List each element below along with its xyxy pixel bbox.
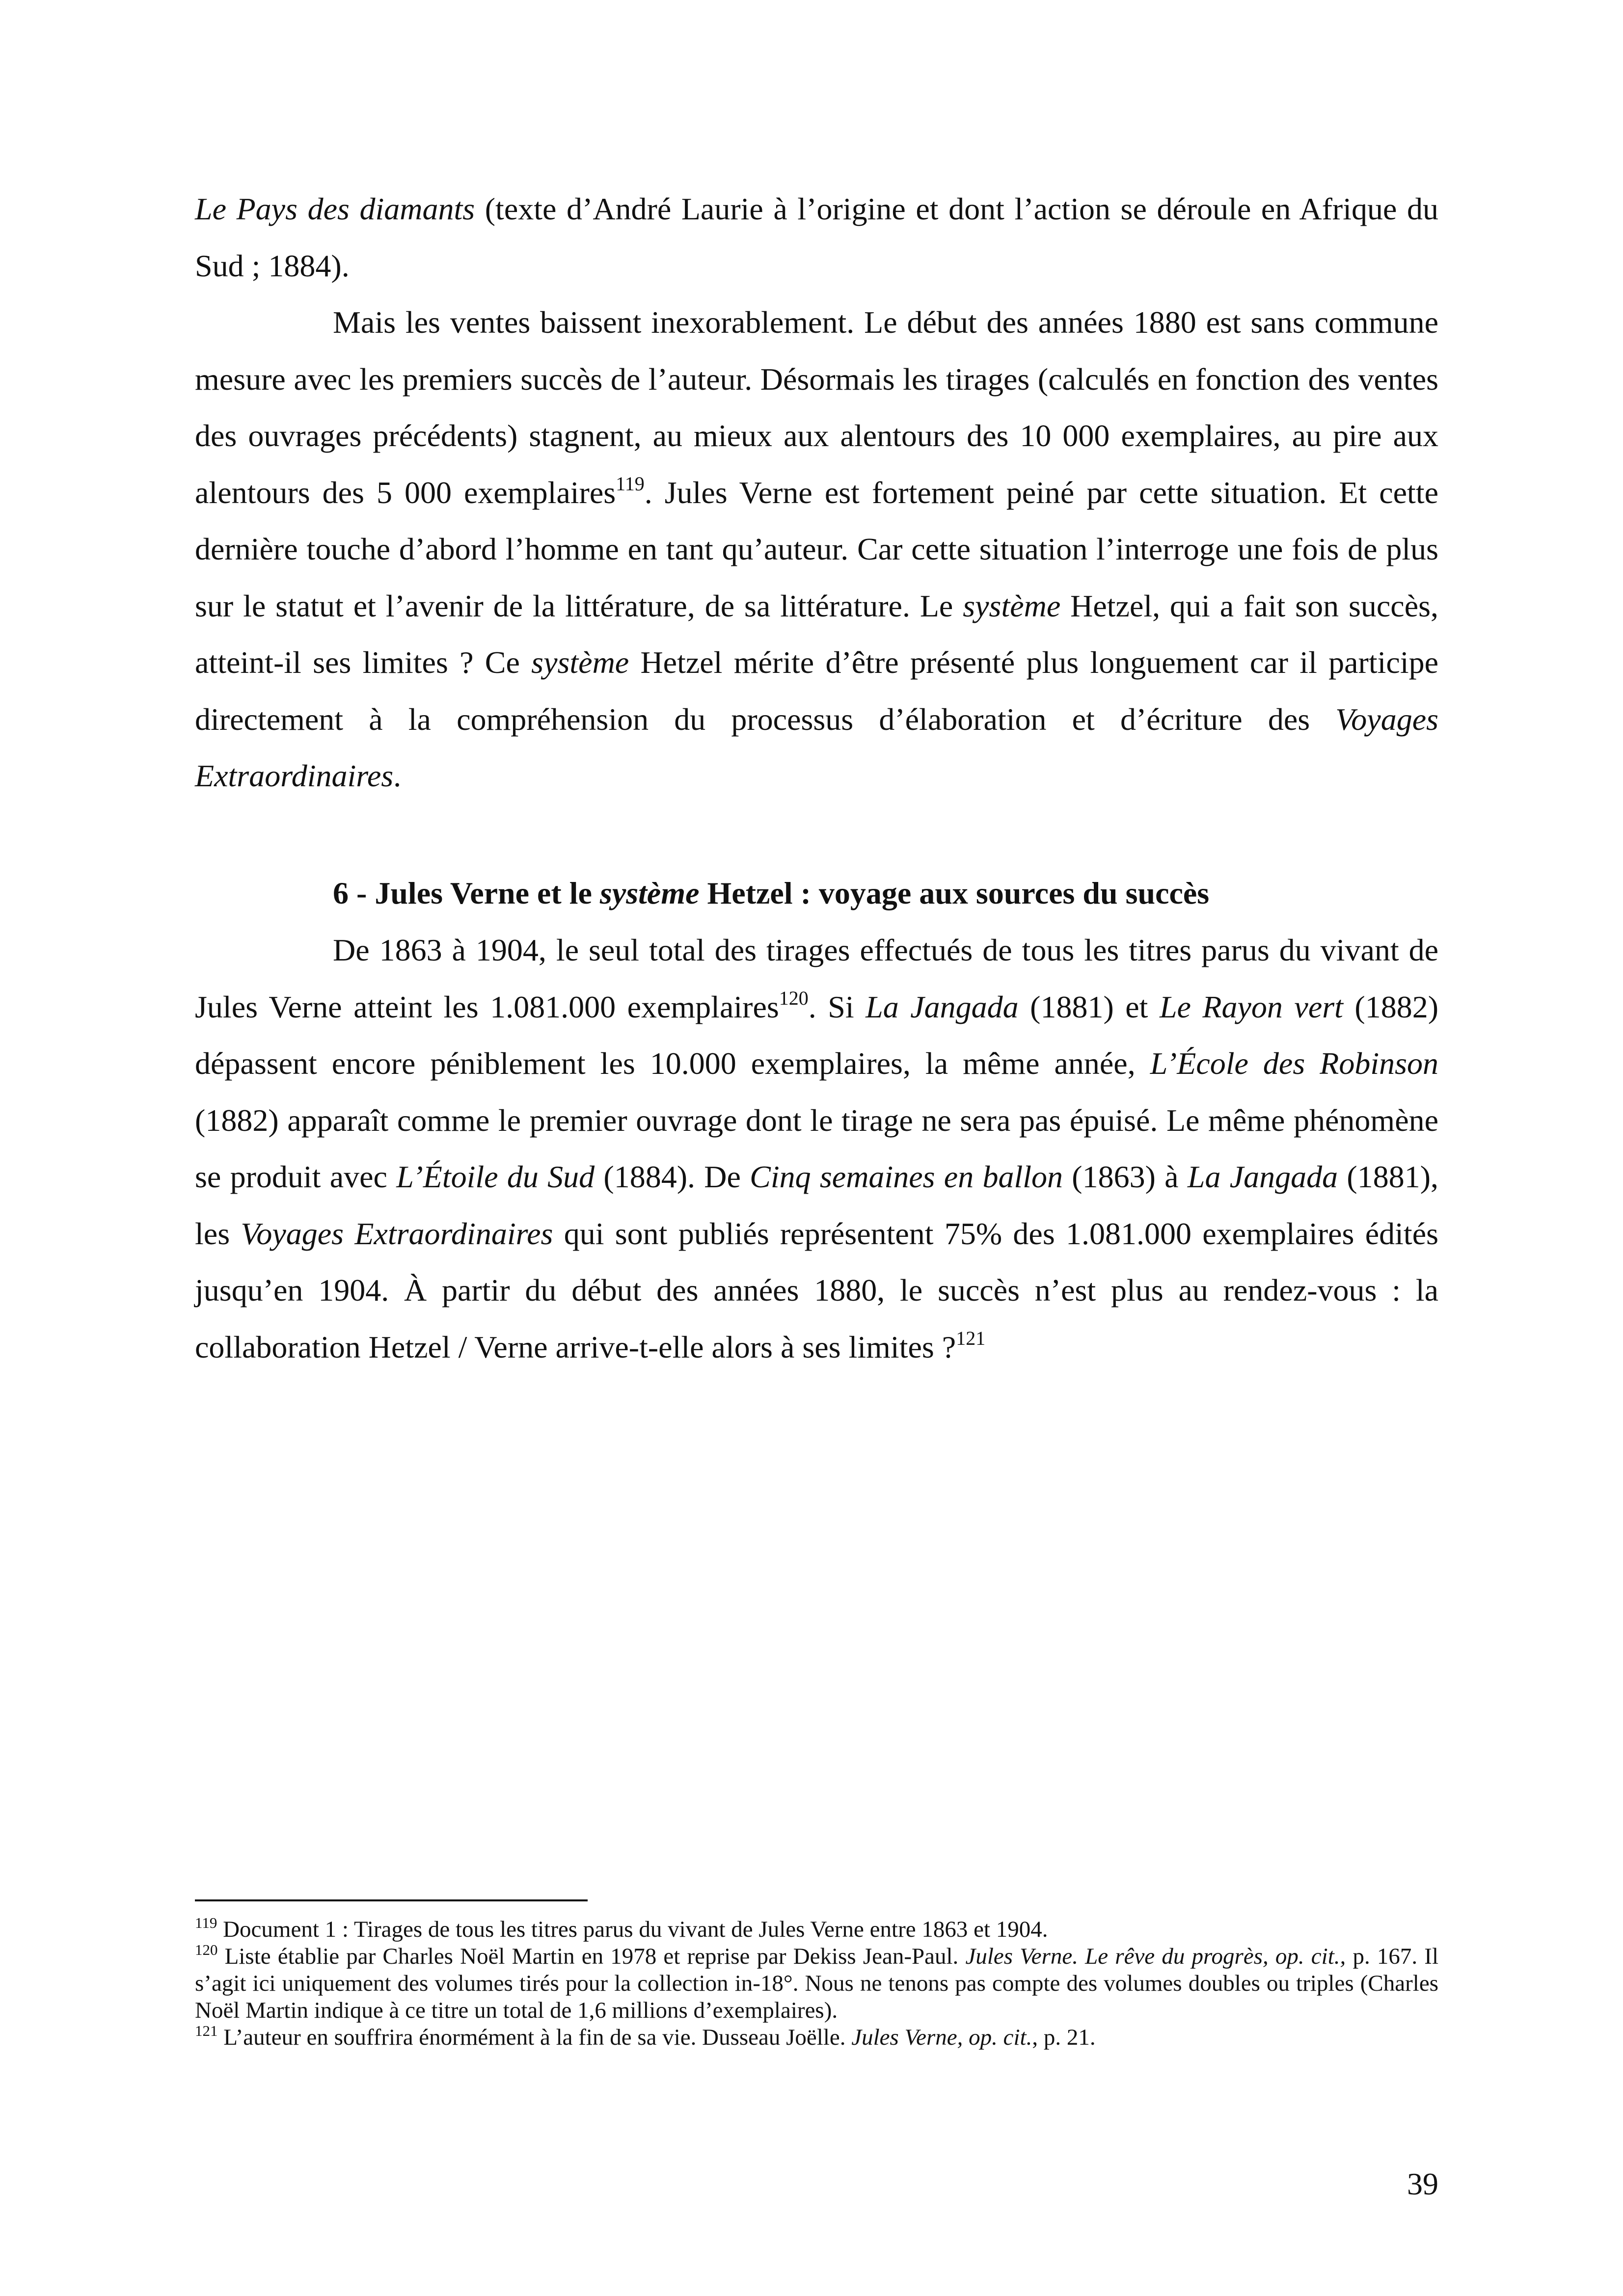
paragraph-text: (1863) à (1063, 1159, 1188, 1194)
footnote-120 (195, 1943, 1438, 2024)
paragraph-text: . (393, 758, 402, 793)
heading-text: Hetzel : voyage aux sources du succès (699, 876, 1210, 910)
footnote-text: Document 1 : Tirages de tous les titres parus du vivant de Jules Verne entre 1863 et 1904. (217, 1917, 1048, 1942)
book-title: L’Étoile du Sud (396, 1159, 595, 1194)
page-number: 39 (1407, 2166, 1438, 2201)
footnote-number: 119 (195, 1914, 217, 1931)
footnote-number: 120 (195, 1941, 218, 1958)
paragraph-text: Hetzel, qui a fait son succès, atteint-il ses limites ? Ce (195, 588, 1439, 680)
footnote-text: , p. 21. (1032, 2025, 1096, 2050)
paragraph-text: (1882) apparaît comme le premier ouvrage dont le tirage ne sera pas épuisé. Le même phénomène se produit avec (195, 1102, 1438, 1194)
book-title: Voyages Extraordinaires (241, 1216, 553, 1251)
book-title: La Jangada (1187, 1159, 1338, 1194)
paragraph-text: De 1863 à 1904, le seul total des tirages effectués de tous les titres parus du vivant de Jules Verne atteint les 1.081.000 exemplaires (195, 933, 1438, 1024)
citation-title: Jules Verne, op. cit. (851, 2025, 1032, 2050)
paragraph-1 (195, 181, 1438, 294)
footnote-text: L’auteur en souffrira énormément à la fin de sa vie. Dusseau Joëlle. (217, 2025, 852, 2050)
paragraph-text: (1881) et (1018, 989, 1160, 1024)
emphasis: système (963, 588, 1061, 623)
paragraph-text: qui sont publiés représentent 75% des 1.081.000 exemplaires édités jusqu’en 1904. À partir du début des années 1880, le succès n’est plus au rendez-vous : la collaboration Hetzel / Verne arrive-t-elle alors à ses limites ? (195, 1216, 1439, 1364)
paragraph-block-2 (195, 294, 1438, 804)
footnote-number: 121 (195, 2022, 218, 2039)
footnote-121 (195, 2024, 1438, 2051)
footnotes (195, 1916, 1438, 2051)
book-title: Le Pays des diamants (195, 191, 475, 226)
paragraph-text: (1882) dépassent encore péniblement les 10.000 exemplaires, la même année, (195, 989, 1439, 1081)
paragraph-2 (195, 294, 1438, 804)
book-title: Cinq semaines en ballon (750, 1159, 1063, 1194)
book-title: Le Rayon vert (1159, 989, 1343, 1024)
paragraph-text: (texte d’André Laurie à l’origine et dont l’action se déroule en Afrique du Sud ; 1884). (195, 191, 1439, 283)
footnote-ref-120[interactable]: 120 (779, 987, 809, 1009)
book-title: Voyages Extraordinaires (195, 701, 1438, 793)
footnote-ref-119[interactable]: 119 (616, 472, 645, 495)
book-title: L’École des Robinson (1150, 1046, 1439, 1081)
footnote-ref-121[interactable]: 121 (956, 1327, 986, 1349)
footnote-text: p. 167. Il s’agit ici uniquement des volumes tirés pour la collection in-18°. Nous ne tenons pas compte des volumes doubles ou triples (Charles Noël Martin indique à ce titre un total de 1,6 millions d’exemplaires). (195, 1944, 1438, 2023)
paragraph-text: Hetzel mérite d’être présenté plus longuement car il participe directement à la compréhension du processus d’élaboration et d’écriture des (195, 645, 1439, 737)
emphasis: système (531, 645, 629, 680)
footnote-separator (195, 1899, 588, 1901)
paragraph-text: . Jules Verne est fortement peiné par cette situation. Et cette dernière touche d’abord l’homme en tant qu’auteur. Car cette situation l’interroge une fois de plus sur le statut et l’avenir de la littérature, de sa littérature. Le (195, 475, 1439, 623)
paragraph-text: . Si (808, 989, 866, 1024)
paragraph-block-1 (195, 181, 1438, 294)
book-title: La Jangada (866, 989, 1019, 1024)
citation-title: Jules Verne. Le rêve du progrès, op. cit., (965, 1944, 1346, 1969)
paragraph-3 (195, 922, 1438, 1375)
footnote-text: Liste établie par Charles Noël Martin en 1978 et reprise par Dekiss Jean-Paul. (217, 1944, 966, 1969)
heading-text: 6 - Jules Verne et le (333, 876, 600, 910)
paragraph-block-3 (195, 922, 1438, 1375)
paragraph-text: Mais les ventes baissent inexorablement. Le début des années 1880 est sans commune mesure avec les premiers succès de l’auteur. Désormais les tirages (calculés en fonction des ventes des ouvrages précédents) stagnent, au mieux aux alentours des 10 000 exemplaires, au pire aux alentours des 5 000 exemplaires (195, 305, 1438, 510)
section-heading (333, 865, 1438, 922)
paragraph-text: (1884). De (595, 1159, 750, 1194)
footnote-119 (195, 1916, 1438, 1943)
heading-emphasis: système (599, 876, 700, 910)
paragraph-text: (1881), les (195, 1159, 1438, 1251)
